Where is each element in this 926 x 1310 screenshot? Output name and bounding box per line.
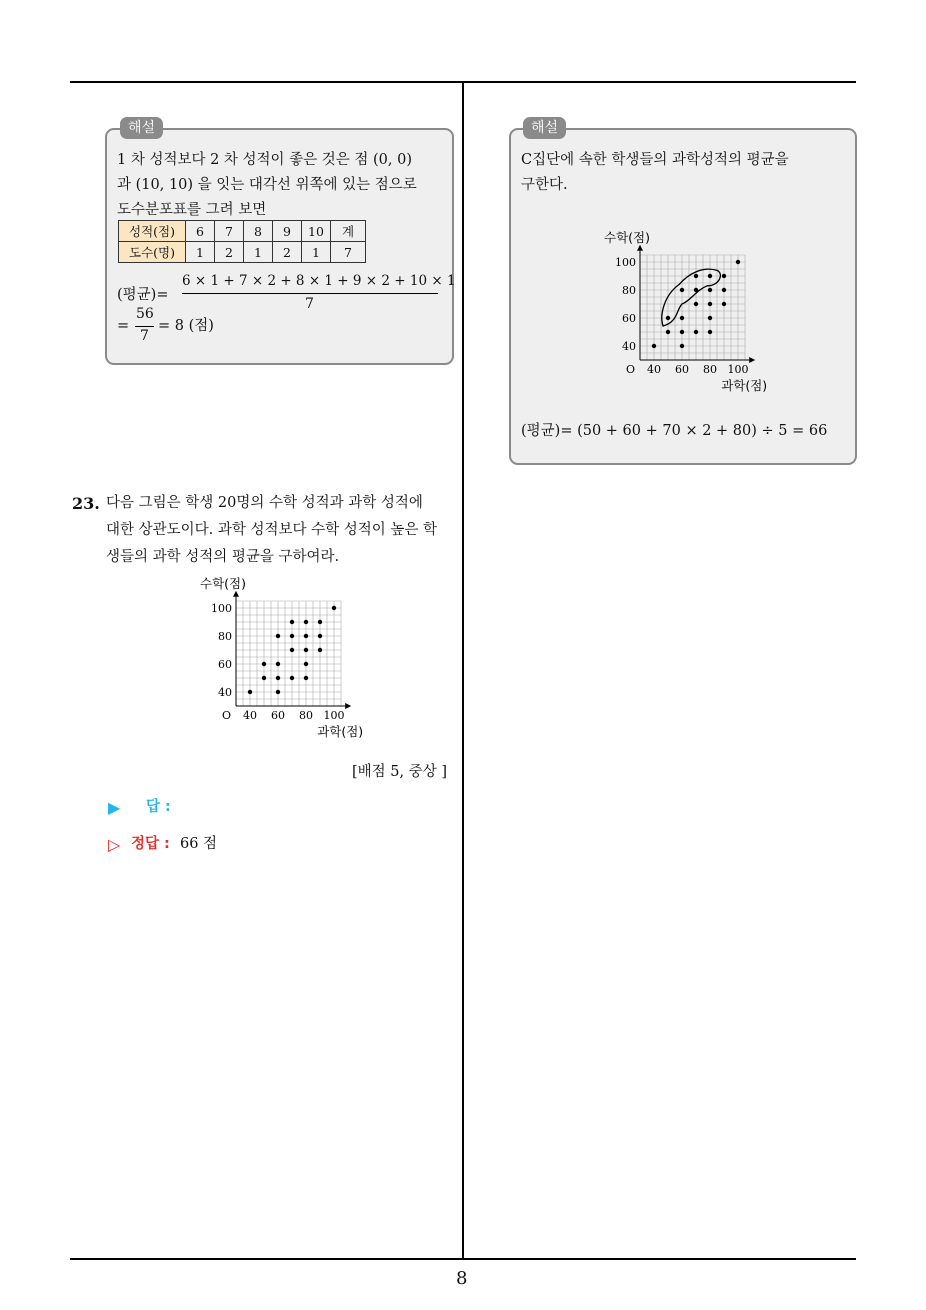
data-point (290, 620, 294, 624)
x-axis-label: 과학(점) (317, 724, 364, 739)
question-line-3: 생들의 과학 성적의 평균을 구하여라. (106, 549, 340, 565)
table-row (119, 242, 366, 263)
x-tick-label: 80 (299, 709, 313, 722)
x-axis-arrow (345, 703, 351, 709)
table-row (119, 221, 366, 242)
correct-label: 정답 : (131, 836, 170, 852)
answer-label: 답 : (146, 799, 171, 815)
data-point (262, 662, 266, 666)
origin-label: O (222, 709, 232, 722)
data-point (708, 316, 712, 320)
column-divider (462, 82, 464, 1260)
x-tick-label: 40 (243, 709, 257, 722)
y-tick-label: 60 (218, 658, 232, 671)
data-point (248, 690, 252, 694)
y-tick-label: 40 (622, 340, 636, 353)
x-tick-label: 40 (647, 363, 661, 376)
y-axis-label: 수학(점) (604, 230, 650, 245)
table-cell: 도수(명) (119, 242, 186, 263)
table-cell: 계 (331, 221, 366, 242)
table-cell: 성적(점) (119, 221, 186, 242)
y-axis-arrow (233, 591, 239, 597)
data-point (318, 620, 322, 624)
data-point (722, 288, 726, 292)
y-tick-label: 100 (211, 602, 232, 615)
data-point (304, 662, 308, 666)
data-point (304, 676, 308, 680)
data-point (694, 330, 698, 334)
table-cell: 7 (331, 242, 366, 263)
data-point (276, 690, 280, 694)
table-cell: 6 (186, 221, 215, 242)
page-number: 8 (456, 1268, 468, 1289)
table-cell: 2 (215, 242, 244, 263)
data-point (708, 274, 712, 278)
left-solution-line-2: 과 (10, 10) 을 잇는 대각선 위쪽에 있는 점으로 (117, 177, 417, 193)
y-tick-label: 80 (218, 630, 232, 643)
score-note: [배점 5, 중상 ] (352, 764, 448, 780)
table-cell: 1 (302, 242, 331, 263)
data-point (708, 302, 712, 306)
data-point (290, 634, 294, 638)
avg-numerator: 6 × 1 + 7 × 2 + 8 × 1 + 9 × 2 + 10 × 1 (182, 273, 456, 289)
y-axis-arrow (637, 245, 643, 251)
data-point (680, 316, 684, 320)
data-point (304, 620, 308, 624)
y-tick-label: 60 (622, 312, 636, 325)
result-denominator: 7 (140, 328, 149, 344)
avg-fraction-bar (182, 293, 438, 294)
data-point (708, 330, 712, 334)
right-solution-line-1: C집단에 속한 학생들의 과학성적의 평균을 (521, 152, 789, 168)
x-axis-arrow (749, 357, 755, 363)
origin-label: O (626, 363, 636, 376)
data-point (276, 676, 280, 680)
question-line-1: 다음 그림은 학생 20명의 수학 성적과 과학 성적에 (106, 495, 423, 511)
x-tick-label: 80 (703, 363, 717, 376)
data-point (680, 330, 684, 334)
correct-value: 66 점 (180, 836, 218, 852)
y-tick-label: 80 (622, 284, 636, 297)
solution-scatter-chart (600, 228, 770, 398)
data-point (276, 662, 280, 666)
table-cell: 2 (273, 242, 302, 263)
y-tick-label: 100 (615, 256, 636, 269)
right-solution-formula: (평균)= (50 + 60 + 70 × 2 + 80) ÷ 5 = 66 (521, 423, 828, 439)
data-point (680, 288, 684, 292)
correct-arrow: ▷ (108, 835, 121, 854)
data-point (680, 344, 684, 348)
x-tick-label: 100 (323, 709, 345, 722)
x-tick-label: 60 (675, 363, 689, 376)
avg-denominator: 7 (305, 296, 314, 312)
data-point (276, 634, 280, 638)
data-point (332, 606, 336, 610)
x-axis-label: 과학(점) (721, 378, 768, 393)
result-eq: = (117, 318, 130, 334)
y-axis-label: 수학(점) (200, 576, 246, 591)
table-cell: 7 (215, 221, 244, 242)
frequency-table (118, 220, 366, 263)
data-point (722, 274, 726, 278)
answer-arrow: ▶ (108, 798, 121, 817)
data-point (304, 634, 308, 638)
x-tick-label: 60 (271, 709, 285, 722)
data-point (708, 288, 712, 292)
data-point (652, 344, 656, 348)
right-solution-line-2: 구한다. (521, 177, 568, 193)
table-cell: 9 (273, 221, 302, 242)
table-cell: 1 (244, 242, 273, 263)
result-numerator: 56 (136, 306, 154, 322)
data-point (694, 274, 698, 278)
data-point (290, 676, 294, 680)
right-solution-tag: 해설 (523, 117, 566, 139)
table-cell: 8 (244, 221, 273, 242)
table-cell: 1 (186, 242, 215, 263)
left-solution-line-1: 1 차 성적보다 2 차 성적이 좋은 것은 점 (0, 0) (117, 152, 413, 168)
x-tick-label: 100 (727, 363, 749, 376)
data-point (666, 330, 670, 334)
question-number: 23. (72, 494, 100, 513)
table-cell: 10 (302, 221, 331, 242)
data-point (262, 676, 266, 680)
result-fraction-bar (135, 326, 154, 327)
data-point (666, 316, 670, 320)
data-point (290, 648, 294, 652)
question-line-2: 대한 상관도이다. 과학 성적보다 수학 성적이 높은 학 (106, 522, 438, 538)
data-point (722, 302, 726, 306)
left-solution-tag: 해설 (120, 117, 163, 139)
avg-label: (평균)= (117, 287, 169, 303)
question-scatter-chart (196, 574, 366, 744)
bottom-rule (70, 1258, 856, 1260)
data-point (736, 260, 740, 264)
result-tail: = 8 (점) (158, 318, 214, 334)
data-point (318, 648, 322, 652)
data-point (318, 634, 322, 638)
data-point (304, 648, 308, 652)
data-point (694, 302, 698, 306)
left-solution-line-3: 도수분포표를 그려 보면 (117, 202, 267, 218)
y-tick-label: 40 (218, 686, 232, 699)
